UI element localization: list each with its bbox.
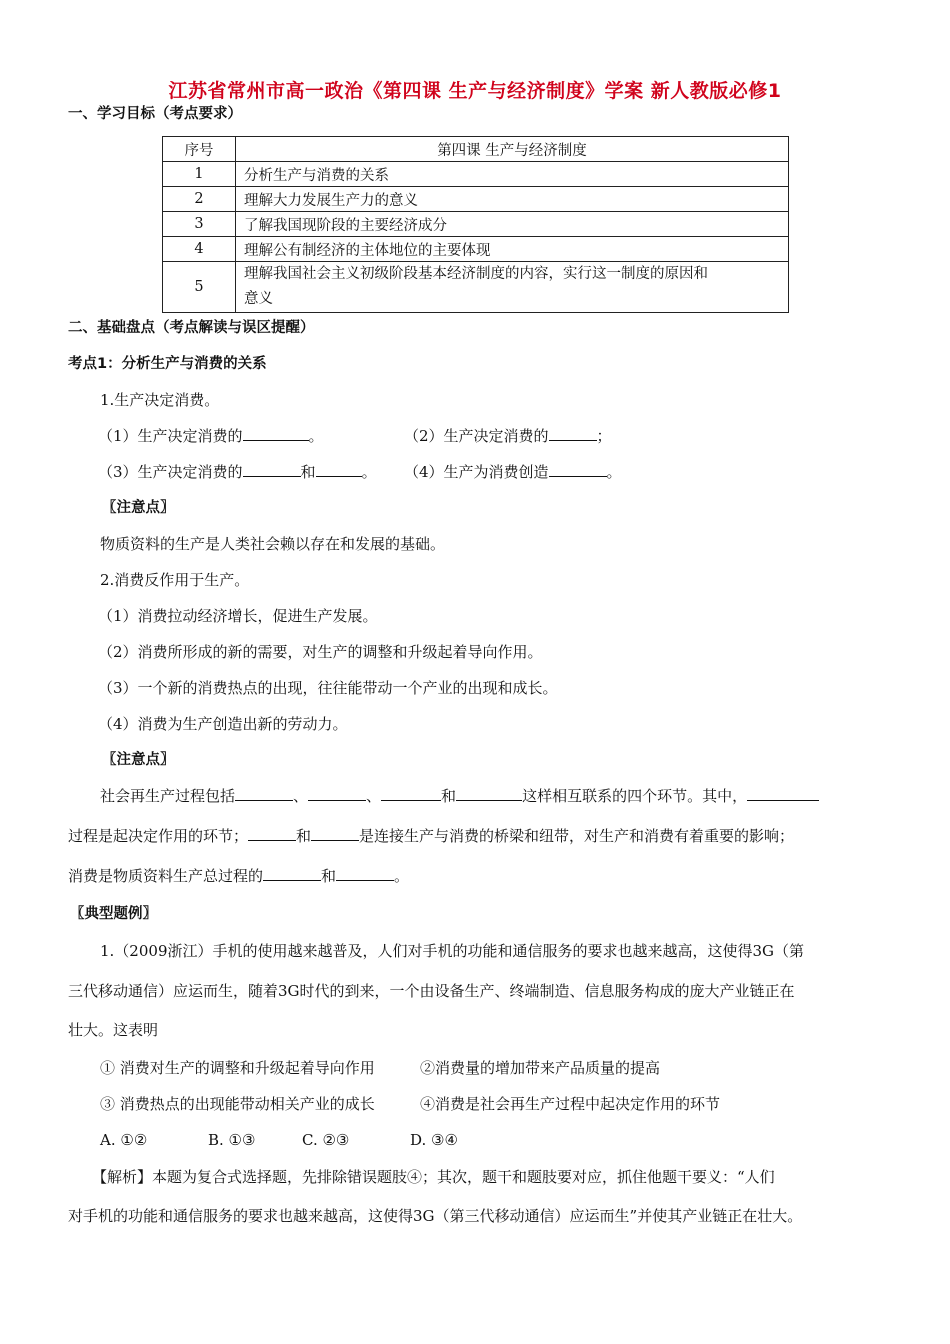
- table-cell-num: 1: [163, 162, 236, 187]
- text-segment: 、: [293, 787, 309, 805]
- text-segment: 。: [606, 463, 622, 481]
- text-segment: 社会再生产过程包括: [100, 787, 236, 805]
- table-row: [163, 162, 789, 187]
- paragraph: 物质资料的生产是人类社会赖以存在和发展的基础。: [100, 535, 446, 553]
- text-segment: （1）生产决定消费的: [98, 427, 243, 445]
- table-cell-line: 理解我国社会主义初级阶段基本经济制度的内容，实行这一制度的原因和: [244, 266, 708, 282]
- paragraph: 1.生产决定消费。: [100, 391, 220, 409]
- table-cell-text: 分析生产与消费的关系: [236, 162, 789, 187]
- fill-blank-line: [68, 866, 409, 886]
- table-row: [163, 262, 789, 313]
- table-cell-text: 了解我国现阶段的主要经济成分: [236, 212, 789, 237]
- text-segment: 消费是物质资料生产总过程的: [68, 867, 264, 885]
- answer-blank: [311, 826, 359, 841]
- answer-choice: B. ①③: [208, 1131, 256, 1149]
- text-segment: 过程是起决定作用的环节；: [68, 827, 249, 845]
- answer-blank: [456, 786, 522, 801]
- answer-blank: [316, 462, 362, 477]
- analysis-text: 【解析】本题为复合式选择题，先排除错误题肢④；其次，题干和题肢要对应，抓住他题干要义：“人们: [92, 1168, 775, 1186]
- table-cell-num: 5: [163, 262, 236, 313]
- paragraph: 2.消费反作用于生产。: [100, 571, 250, 589]
- answer-choice: D. ③④: [410, 1131, 458, 1149]
- table-cell-text: 理解公有制经济的主体地位的主要体现: [236, 237, 789, 262]
- answer-blank: [549, 462, 607, 477]
- table-cell-line: 意义: [244, 291, 273, 307]
- text-segment: （3）生产决定消费的: [98, 463, 243, 481]
- fill-blank-line: [100, 786, 819, 806]
- text-segment: 、: [366, 787, 382, 805]
- exam-point-heading: 考点1：分析生产与消费的关系: [68, 356, 267, 372]
- fill-blank-line: [404, 426, 612, 446]
- paragraph: （4）消费为生产创造出新的劳动力。: [98, 715, 348, 733]
- answer-blank: [747, 786, 819, 801]
- section-heading-1: 一、学习目标（考点要求）: [68, 106, 242, 122]
- fill-blank-line: [98, 426, 324, 446]
- text-segment: 和: [296, 827, 312, 845]
- text-segment: 和: [321, 867, 337, 885]
- example-heading: 〖典型题例〗: [70, 906, 157, 922]
- note-heading: 〖注意点〗: [102, 500, 175, 516]
- note-heading: 〖注意点〗: [102, 752, 175, 768]
- answer-blank: [248, 826, 296, 841]
- answer-blank: [549, 426, 597, 441]
- text-segment: 这样相互联系的四个环节。其中，: [522, 787, 748, 805]
- answer-blank: [381, 786, 441, 801]
- text-segment: 。: [394, 867, 410, 885]
- paragraph: （1）消费拉动经济增长，促进生产发展。: [98, 607, 378, 625]
- text-segment: （4）生产为消费创造: [404, 463, 549, 481]
- question-option: ③ 消费热点的出现能带动相关产业的成长: [100, 1095, 375, 1113]
- document-title: 江苏省常州市高一政治《第四课 生产与经济制度》学案 新人教版必修1: [168, 80, 782, 102]
- learning-goals-table: [162, 136, 789, 313]
- table-cell-num: 2: [163, 187, 236, 212]
- table-row: [163, 212, 789, 237]
- paragraph: （3）一个新的消费热点的出现，往往能带动一个产业的出现和成长。: [98, 679, 558, 697]
- text-segment: （2）生产决定消费的: [404, 427, 549, 445]
- table-cell-num: 4: [163, 237, 236, 262]
- answer-blank: [243, 462, 301, 477]
- text-segment: 。: [308, 427, 324, 445]
- answer-blank: [308, 786, 366, 801]
- answer-choice: A. ①②: [100, 1131, 148, 1149]
- paragraph: （2）消费所形成的新的需要，对生产的调整和升级起着导向作用。: [98, 643, 543, 661]
- fill-blank-line: [404, 462, 622, 482]
- fill-blank-line: [98, 462, 377, 482]
- answer-blank: [336, 866, 394, 881]
- fill-blank-line: [68, 826, 794, 846]
- question-option: ②消费量的增加带来产品质量的提高: [420, 1059, 661, 1077]
- question-text: 1.（2009浙江）手机的使用越来越普及，人们对手机的功能和通信服务的要求也越来越高，这使得3G（第: [100, 942, 805, 960]
- table-cell-text: 理解大力发展生产力的意义: [236, 187, 789, 212]
- table-row: [163, 237, 789, 262]
- text-segment: 是连接生产与消费的桥梁和纽带，对生产和消费有着重要的影响；: [359, 827, 795, 845]
- table-row: [163, 187, 789, 212]
- text-segment: 和: [441, 787, 457, 805]
- analysis-text: 对手机的功能和通信服务的要求也越来越高，这使得3G（第三代移动通信）应运而生”并使其产业链正在壮大。: [68, 1207, 803, 1225]
- question-option: ① 消费对生产的调整和升级起着导向作用: [100, 1059, 375, 1077]
- answer-blank: [243, 426, 309, 441]
- question-option: ④消费是社会再生产过程中起决定作用的环节: [420, 1095, 721, 1113]
- table-header-cell: 序号: [163, 137, 236, 162]
- question-text: 三代移动通信）应运而生，随着3G时代的到来，一个由设备生产、终端制造、信息服务构成的庞大产业链正在: [68, 982, 795, 1000]
- text-segment: 和: [300, 463, 316, 481]
- question-text: 壮大。这表明: [68, 1021, 159, 1039]
- answer-blank: [263, 866, 321, 881]
- table-cell-text: [236, 262, 789, 313]
- table-cell-num: 3: [163, 212, 236, 237]
- table-header-row: [163, 137, 789, 162]
- text-segment: ；: [596, 427, 612, 445]
- answer-choice: C. ②③: [302, 1131, 350, 1149]
- table-header-cell: 第四课 生产与经济制度: [236, 137, 789, 162]
- text-segment: 。: [361, 463, 377, 481]
- answer-blank: [235, 786, 293, 801]
- section-heading-2: 二、基础盘点（考点解读与误区提醒）: [68, 320, 315, 336]
